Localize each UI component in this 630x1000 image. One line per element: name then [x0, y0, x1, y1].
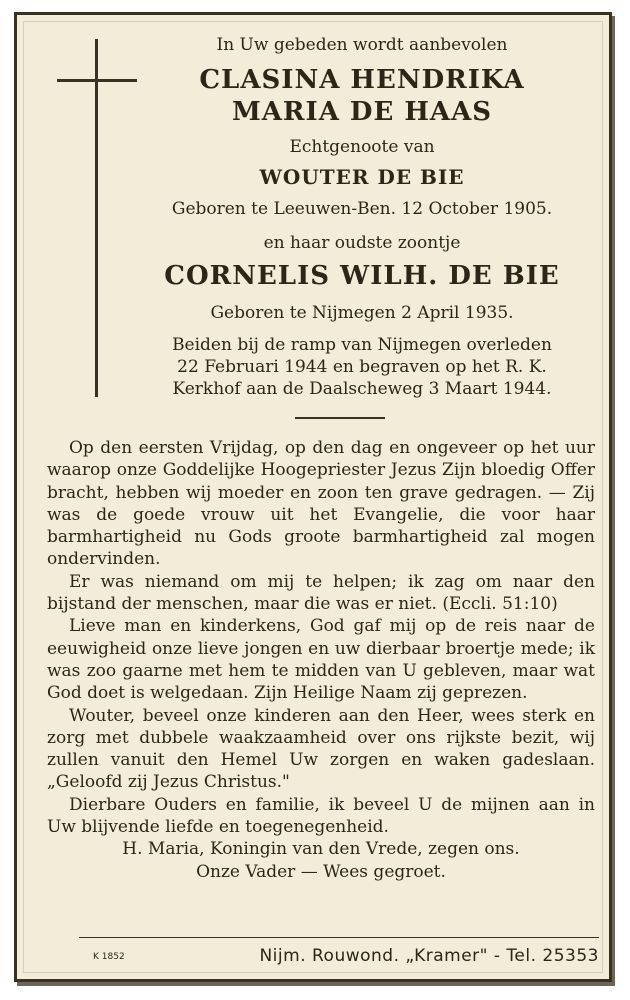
spouse-intro: Echtgenoote van: [289, 137, 435, 157]
section-divider: [295, 417, 385, 419]
prayer-line-2: Onze Vader — Wees gegroet.: [196, 861, 446, 882]
paragraph-5: Dierbare Ouders en familie, ik beveel U de mijnen aan in Uw blijvende liefde en toegenegenheid.: [47, 794, 595, 838]
death-details-line-1: Beiden bij de ramp van Nijmegen overleden: [172, 335, 552, 355]
prayer-line-1: H. Maria, Koningin van den Vrede, zegen ons.: [122, 839, 520, 860]
birth-details: Geboren te Leeuwen-Ben. 12 October 1905.: [171, 199, 553, 219]
deceased-name-line-1: CLASINA HENDRIKA: [199, 65, 525, 95]
deceased-name-line-2: MARIA DE HAAS: [231, 97, 493, 127]
print-code: K 1852: [93, 952, 125, 962]
paragraph-1: Op den eersten Vrijdag, op den dag en ongeveer op het uur waarop onze Goddelijke Hoogepriester Jezus Zijn bloedig Offer bracht, hebben wij moeder en zoon ten grave gedragen. — Zij was de goede vrouw uit het Evangelie, die voor haar barmhartigheid nu Gods groote barmhartigheid zal mogen ondervinden.: [47, 438, 595, 570]
paragraph-4: Wouter, beveel onze kinderen aan den Heer, wees sterk en zorg met dubbele waakzaamheid over ons rijkste bezit, wij zullen vanuit den Hemel Uw zorgen en waken gadeslaan. „Geloofd zij Jezus Christus.": [47, 705, 595, 793]
printer-footer: [79, 937, 599, 974]
memorial-card: [14, 12, 612, 982]
paragraph-3: Lieve man en kinderkens, God gaf mij op de reis naar de eeuwigheid onze lieve jongen en uw dierbaar broertje mede; ik was zoo gaarne met hem te midden van U gebleven, maar wat God doet is welgedaan. Zijn Heilige Naam zij geprezen.: [47, 616, 595, 704]
son-intro: en haar oudste zoontje: [263, 233, 461, 253]
memorial-text: [47, 437, 595, 883]
cross-vertical-bar: [95, 39, 98, 397]
paragraph-2: Er was niemand om mij te helpen; ik zag om naar den bijstand der menschen, maar die was er niet. (Eccli. 51:10): [47, 571, 595, 615]
son-birth-details: Geboren te Nijmegen 2 April 1935.: [210, 303, 514, 323]
printer-info: Nijm. Rouwond. „Kramer" - Tel. 25353: [259, 946, 599, 966]
intro-text: In Uw gebeden wordt aanbevolen: [216, 35, 508, 55]
death-details-line-2: 22 Februari 1944 en begraven op het R. K.: [177, 357, 547, 377]
son-name: CORNELIS WILH. DE BIE: [164, 261, 560, 291]
death-details-line-3: Kerkhof aan de Daalscheweg 3 Maart 1944.: [172, 379, 552, 399]
spouse-name: WOUTER DE BIE: [259, 165, 465, 189]
